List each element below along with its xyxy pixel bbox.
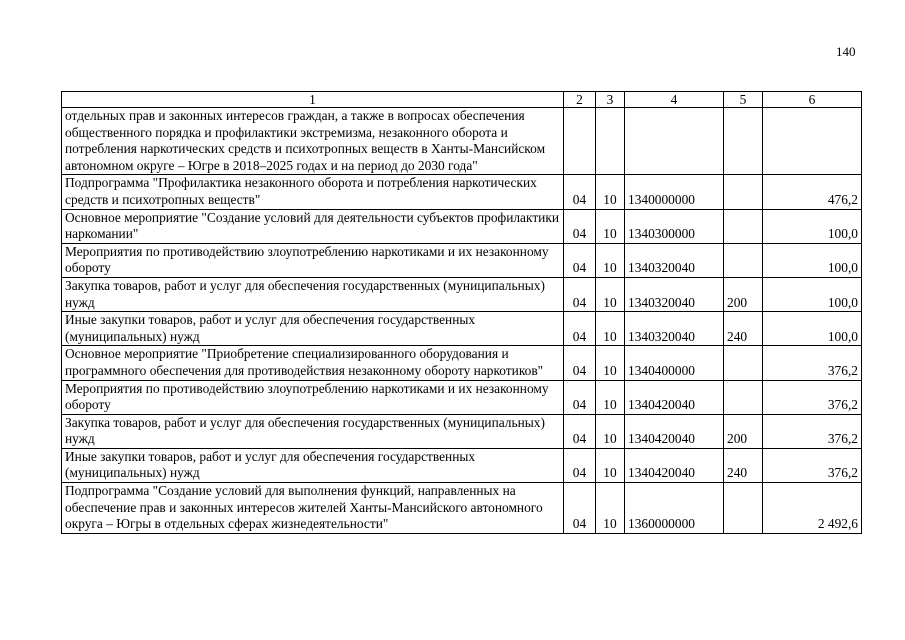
row-section-code: 04 [564,380,596,414]
row-description: Иные закупки товаров, работ и услуг для обеспечения государственных (муниципальных) нужд [62,312,564,346]
row-section-code [564,108,596,175]
row-subsection-code: 10 [596,209,625,243]
row-amount: 100,0 [763,312,862,346]
header-col-5: 5 [724,92,763,108]
row-expense-type [724,346,763,380]
table-row [62,346,862,380]
row-expense-type [724,175,763,209]
row-amount: 2 492,6 [763,483,862,534]
header-col-6: 6 [763,92,862,108]
row-expense-type: 240 [724,448,763,482]
row-expense-type [724,243,763,277]
row-section-code: 04 [564,346,596,380]
row-subsection-code: 10 [596,175,625,209]
table-row [62,209,862,243]
row-subsection-code: 10 [596,448,625,482]
row-amount: 376,2 [763,414,862,448]
row-amount [763,108,862,175]
row-subsection-code: 10 [596,243,625,277]
row-expense-type [724,108,763,175]
row-section-code: 04 [564,209,596,243]
row-section-code: 04 [564,312,596,346]
row-description: Подпрограмма "Создание условий для выполнения функций, направленных на обеспечение прав и законных интересов жителей Ханты-Мансийского автономного округа – Югры в отдельных сферах жизнедеятельности" [62,483,564,534]
row-section-code: 04 [564,243,596,277]
budget-table-body [62,92,862,534]
row-description: Мероприятия по противодействию злоупотреблению наркотиками и их незаконному обороту [62,380,564,414]
row-target-article: 1340420040 [625,414,724,448]
row-amount: 100,0 [763,209,862,243]
table-row [62,380,862,414]
table-row [62,448,862,482]
table-row [62,483,862,534]
row-expense-type: 200 [724,414,763,448]
row-expense-type [724,209,763,243]
table-row [62,277,862,311]
table-row [62,312,862,346]
row-section-code: 04 [564,277,596,311]
row-description: Иные закупки товаров, работ и услуг для обеспечения государственных (муниципальных) нужд [62,448,564,482]
row-amount: 100,0 [763,243,862,277]
row-target-article: 1340420040 [625,380,724,414]
row-description: Закупка товаров, работ и услуг для обеспечения государственных (муниципальных) нужд [62,414,564,448]
row-expense-type [724,380,763,414]
row-target-article: 1360000000 [625,483,724,534]
row-section-code: 04 [564,483,596,534]
row-expense-type: 200 [724,277,763,311]
row-subsection-code: 10 [596,312,625,346]
table-row [62,108,862,175]
header-col-1: 1 [62,92,564,108]
row-subsection-code [596,108,625,175]
row-amount: 376,2 [763,380,862,414]
header-col-4: 4 [625,92,724,108]
row-subsection-code: 10 [596,346,625,380]
row-target-article: 1340320040 [625,243,724,277]
table-row [62,243,862,277]
row-subsection-code: 10 [596,414,625,448]
row-section-code: 04 [564,414,596,448]
row-target-article: 1340300000 [625,209,724,243]
row-subsection-code: 10 [596,277,625,311]
row-target-article: 1340400000 [625,346,724,380]
table-row [62,175,862,209]
row-amount: 376,2 [763,448,862,482]
row-target-article: 1340320040 [625,277,724,311]
row-description: Мероприятия по противодействию злоупотреблению наркотиками и их незаконному обороту [62,243,564,277]
table-row [62,414,862,448]
row-target-article [625,108,724,175]
header-col-2: 2 [564,92,596,108]
page-number: 140 [836,44,856,59]
row-amount: 376,2 [763,346,862,380]
row-subsection-code: 10 [596,380,625,414]
row-target-article: 1340420040 [625,448,724,482]
header-col-3: 3 [596,92,625,108]
row-expense-type [724,483,763,534]
row-subsection-code: 10 [596,483,625,534]
row-section-code: 04 [564,448,596,482]
budget-table [61,91,862,534]
row-target-article: 1340320040 [625,312,724,346]
row-amount: 476,2 [763,175,862,209]
table-header-row [62,92,862,108]
row-description: Основное мероприятие "Создание условий для деятельности субъектов профилактики наркомании" [62,209,564,243]
row-description: Основное мероприятие "Приобретение специализированного оборудования и программного обеспечения для противодействия незаконному обороту наркотиков" [62,346,564,380]
row-target-article: 1340000000 [625,175,724,209]
row-description: Подпрограмма "Профилактика незаконного оборота и потребления наркотических средств и психотропных веществ" [62,175,564,209]
row-amount: 100,0 [763,277,862,311]
row-section-code: 04 [564,175,596,209]
row-expense-type: 240 [724,312,763,346]
row-description: Закупка товаров, работ и услуг для обеспечения государственных (муниципальных) нужд [62,277,564,311]
row-description: отдельных прав и законных интересов граждан, а также в вопросах обеспечения общественного порядка и профилактики экстремизма, незаконного оборота и потребления наркотических средств и психотропных веществ в Ханты-Мансийском автономном округе – Югре в 2018–2025 годах и на период до 2030 года" [62,108,564,175]
